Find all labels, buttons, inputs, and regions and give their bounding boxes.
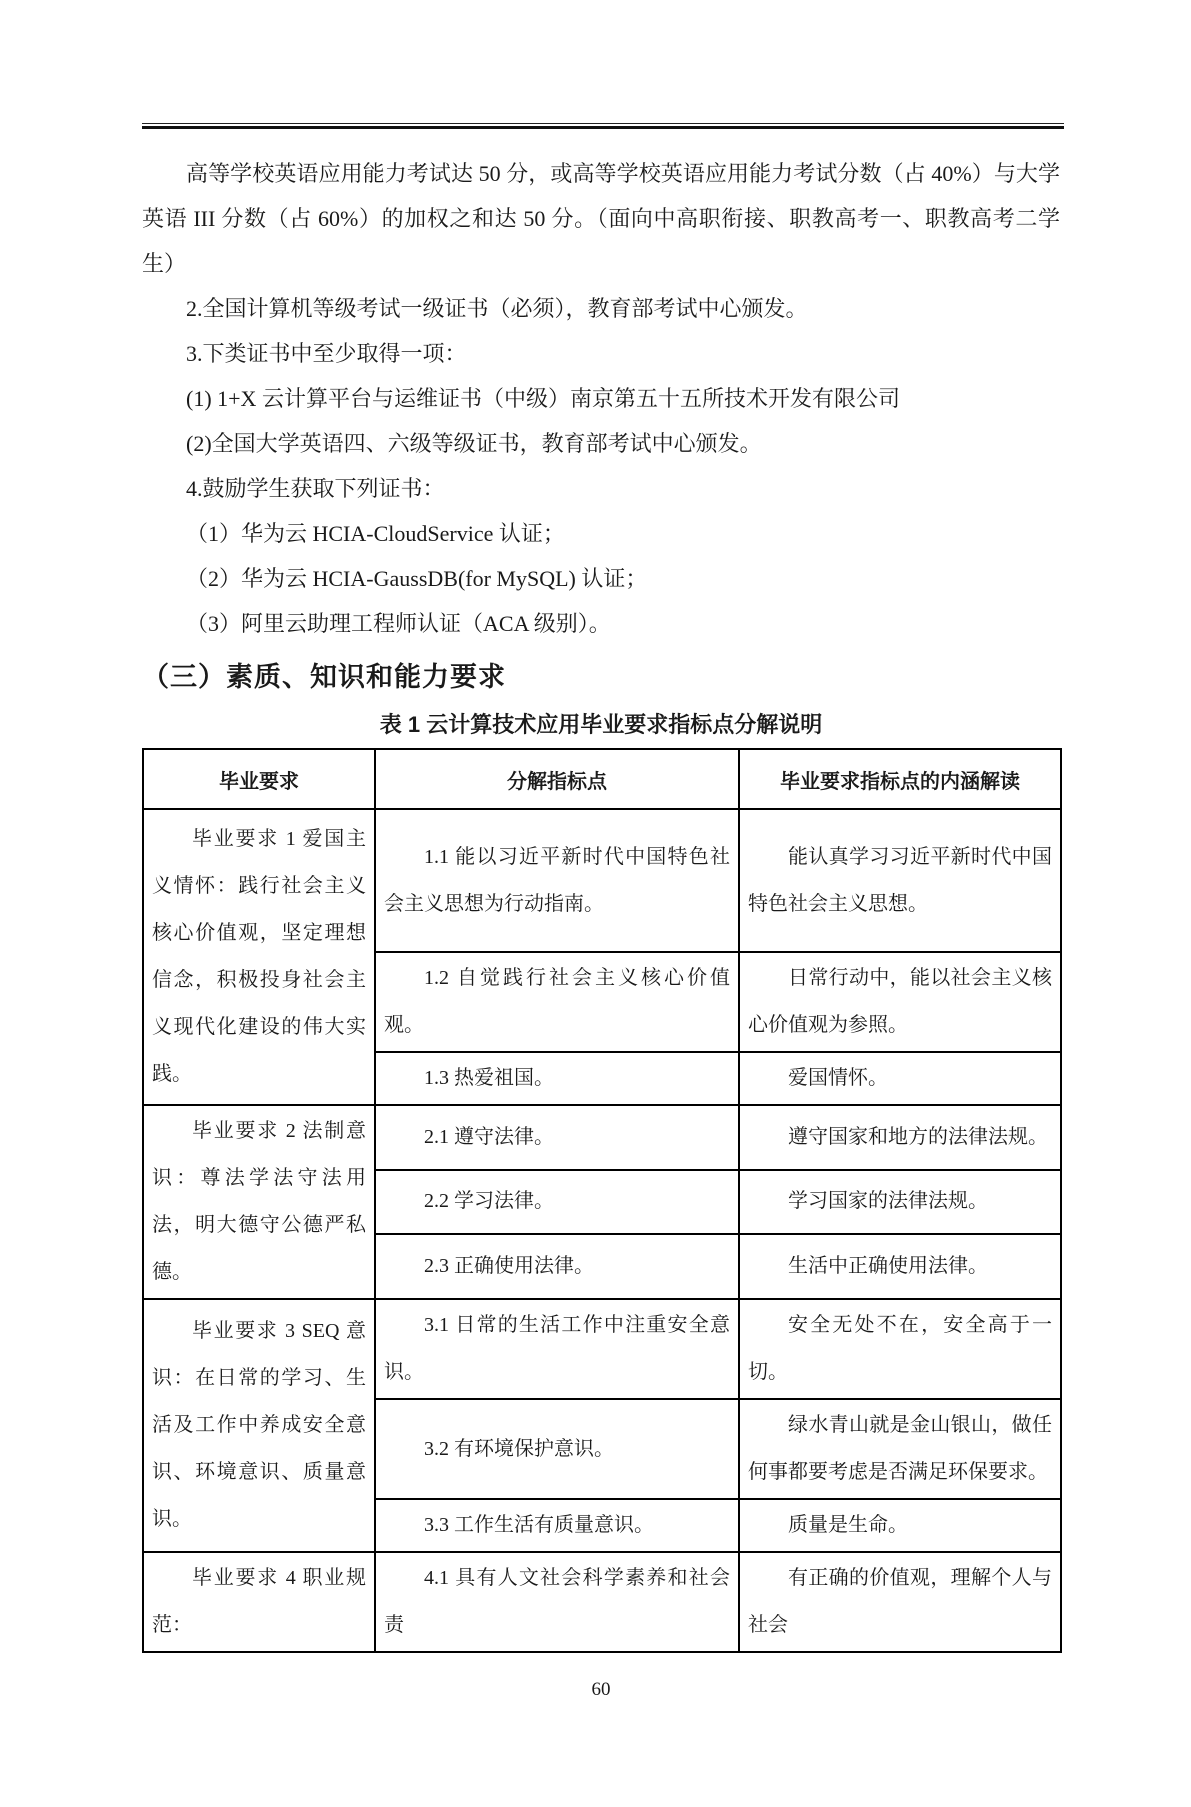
requirement-text: 毕业要求 1 爱国主义情怀：践行社会主义核心价值观，坚定理想信念，积极投身社会主义现代化建设的伟大实践。 xyxy=(152,828,366,1085)
indicator-text: 4.1 具有人文社会科学素养和社会责 xyxy=(384,1567,730,1636)
interpretation-text: 遵守国家和地方的法律法规。 xyxy=(788,1125,1048,1148)
indicator-text: 2.3 正确使用法律。 xyxy=(424,1255,594,1278)
table-header-row xyxy=(143,749,1061,809)
indicator-cell-3-1 xyxy=(375,1299,739,1399)
interpretation-cell-1-3 xyxy=(739,1052,1061,1105)
indicator-text: 3.2 有环境保护意识。 xyxy=(424,1437,614,1460)
requirement-cell-3 xyxy=(143,1299,375,1552)
indicator-cell-4-1 xyxy=(375,1552,739,1652)
requirement-cell-1 xyxy=(143,809,375,1105)
interpretation-cell-2-2 xyxy=(739,1170,1061,1235)
document-page xyxy=(0,123,1191,1807)
requirements-table xyxy=(142,748,1062,1653)
requirement-cell-2 xyxy=(143,1105,375,1299)
interpretation-text: 能认真学习习近平新时代中国特色社会主义思想。 xyxy=(748,845,1052,915)
interpretation-cell-1-2 xyxy=(739,952,1061,1052)
indicator-text: 3.3 工作生活有质量意识。 xyxy=(424,1514,654,1536)
indicator-cell-1-2 xyxy=(375,952,739,1052)
list-item-2: 2.全国计算机等级考试一级证书（必须），教育部考试中心颁发。 xyxy=(186,296,808,321)
requirement-text: 毕业要求 2 法制意识：尊法学法守法用法，明大德守公德严私德。 xyxy=(152,1120,366,1283)
indicator-cell-1-3 xyxy=(375,1052,739,1105)
table-caption: 表 1 云计算技术应用毕业要求指标点分解说明 xyxy=(379,712,823,737)
indicator-text: 1.2 自觉践行社会主义核心价值观。 xyxy=(384,967,730,1036)
section-heading: （三）素质、知识和能力要求 xyxy=(142,662,506,692)
interpretation-text: 日常行动中，能以社会主义核心价值观为参照。 xyxy=(748,967,1052,1036)
interpretation-cell-2-3 xyxy=(739,1234,1061,1299)
page-content xyxy=(142,151,1060,1705)
column-header-interpretation: 毕业要求指标点的内涵解读 xyxy=(739,749,1061,809)
interpretation-cell-1-1 xyxy=(739,809,1061,952)
indicator-text: 2.2 学习法律。 xyxy=(424,1190,554,1213)
interpretation-cell-3-2 xyxy=(739,1399,1061,1499)
interpretation-text: 绿水青山就是金山银山，做任何事都要考虑是否满足环保要求。 xyxy=(748,1414,1052,1483)
interpretation-cell-4-1 xyxy=(739,1552,1061,1652)
indicator-cell-1-1 xyxy=(375,809,739,952)
interpretation-text: 质量是生命。 xyxy=(788,1514,908,1536)
table-row xyxy=(143,809,1061,952)
list-item-4: 4.鼓励学生获取下列证书： xyxy=(186,476,445,501)
requirement-cell-4 xyxy=(143,1552,375,1652)
interpretation-text: 爱国情怀。 xyxy=(788,1067,888,1089)
page-number: 60 xyxy=(591,1679,611,1700)
interpretation-text: 有正确的价值观，理解个人与社会 xyxy=(748,1567,1052,1636)
indicator-text: 3.1 日常的生活工作中注重安全意识。 xyxy=(384,1314,730,1383)
interpretation-cell-3-1 xyxy=(739,1299,1061,1399)
interpretation-cell-2-1 xyxy=(739,1105,1061,1170)
interpretation-text: 生活中正确使用法律。 xyxy=(788,1255,988,1278)
column-header-indicator: 分解指标点 xyxy=(375,749,739,809)
intro-paragraph: 高等学校英语应用能力考试达 50 分，或高等学校英语应用能力考试分数（占 40%）与大学英语 III 分数（占 60%）的加权之和达 50 分。（面向中高职衔接、职教高考一、职教高考二学生） xyxy=(142,161,1060,276)
indicator-cell-3-2 xyxy=(375,1399,739,1499)
header-rule xyxy=(142,123,1064,129)
indicator-text: 1.3 热爱祖国。 xyxy=(424,1067,554,1089)
table-row xyxy=(143,1299,1061,1399)
interpretation-text: 安全无处不在，安全高于一切。 xyxy=(748,1314,1052,1383)
list-item-4-3: （3）阿里云助理工程师认证（ACA 级别）。 xyxy=(186,611,611,636)
indicator-cell-3-3 xyxy=(375,1499,739,1552)
list-item-4-1: （1）华为云 HCIA-CloudService 认证； xyxy=(186,521,565,546)
interpretation-cell-3-3 xyxy=(739,1499,1061,1552)
table-row xyxy=(143,1105,1061,1170)
list-item-4-2: （2）华为云 HCIA-GaussDB(for MySQL) 认证； xyxy=(186,566,648,591)
interpretation-text: 学习国家的法律法规。 xyxy=(788,1190,988,1213)
indicator-text: 1.1 能以习近平新时代中国特色社会主义思想为行动指南。 xyxy=(384,845,730,915)
list-item-3-1: (1) 1+X 云计算平台与运维证书（中级）南京第五十五所技术开发有限公司 xyxy=(186,386,900,411)
requirement-text: 毕业要求 4 职业规范： xyxy=(152,1567,366,1636)
list-item-3: 3.下类证书中至少取得一项： xyxy=(186,341,467,366)
column-header-requirement: 毕业要求 xyxy=(143,749,375,809)
indicator-cell-2-1 xyxy=(375,1105,739,1170)
list-item-3-2: (2)全国大学英语四、六级等级证书，教育部考试中心颁发。 xyxy=(186,431,762,456)
table-row xyxy=(143,1552,1061,1652)
requirement-text: 毕业要求 3 SEQ 意识：在日常的学习、生活及工作中养成安全意识、环境意识、质量意识。 xyxy=(152,1320,366,1530)
indicator-cell-2-2 xyxy=(375,1170,739,1235)
indicator-text: 2.1 遵守法律。 xyxy=(424,1125,554,1148)
indicator-cell-2-3 xyxy=(375,1234,739,1299)
